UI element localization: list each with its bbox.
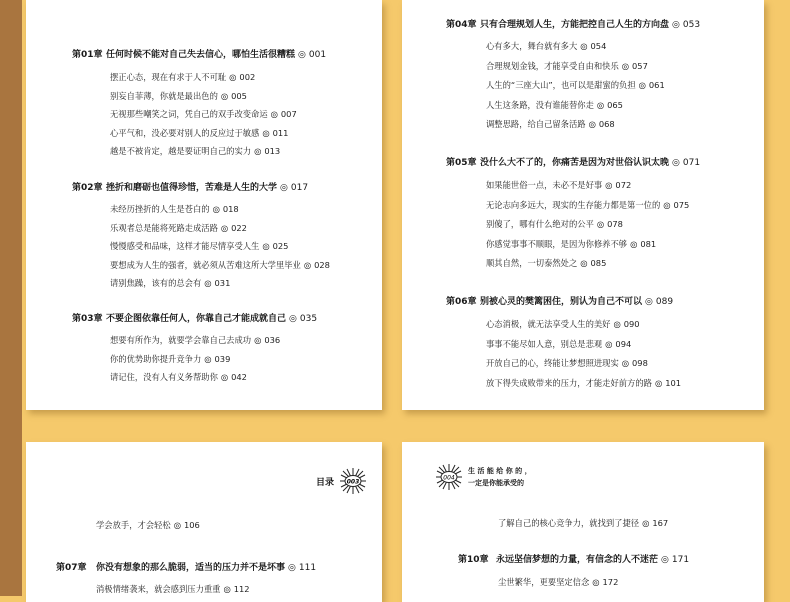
toc-entry[interactable] bbox=[110, 203, 239, 215]
toc-header-label: 目录 bbox=[315, 477, 334, 488]
toc-entry[interactable] bbox=[110, 277, 230, 289]
toc-entry[interactable] bbox=[486, 218, 623, 230]
circle-bullet-icon: ◎ bbox=[254, 146, 262, 156]
circle-bullet-icon: ◎ bbox=[621, 358, 630, 368]
toc-entry-page: 172 bbox=[602, 577, 619, 587]
circle-bullet-icon: ◎ bbox=[220, 372, 229, 382]
toc-entry-title: 别傻了，哪有什么绝对的公平 bbox=[486, 219, 594, 229]
toc-entry-page: 075 bbox=[673, 199, 690, 210]
toc-entry-title: 合理规划金钱，才能享受自由和快乐 bbox=[486, 60, 619, 71]
toc-entry[interactable] bbox=[110, 353, 230, 365]
toc-entry-page: 007 bbox=[280, 109, 297, 119]
toc-entry-page: 005 bbox=[231, 90, 247, 101]
toc-entry-title: 乐观者总是能将死路走成活路 bbox=[110, 222, 218, 233]
toc-entry[interactable] bbox=[96, 519, 200, 531]
toc-entry[interactable] bbox=[110, 71, 255, 83]
chapter-07-heading[interactable]: 第07章 你没有想象的那么脆弱，适当的压力并不是坏事 ◎ 111 bbox=[56, 563, 317, 573]
toc-entry-page: 094 bbox=[615, 338, 632, 349]
toc-entry-title: 如果能世俗一点，未必不是好事 bbox=[486, 180, 603, 190]
toc-entry[interactable] bbox=[486, 338, 631, 350]
toc-entry-title: 越是不被肯定，越是要证明自己的实力 bbox=[110, 146, 252, 156]
toc-entry-page: 061 bbox=[648, 80, 665, 90]
toc-entry-page: 072 bbox=[615, 180, 632, 190]
toc-entry-page: 081 bbox=[640, 238, 657, 249]
toc-entry[interactable] bbox=[486, 40, 606, 52]
toc-entry-page: 022 bbox=[231, 222, 247, 233]
toc-entry-title: 无视那些嘲笑之词，凭自己的双手改变命运 bbox=[110, 109, 268, 119]
toc-entry-page: 028 bbox=[314, 259, 330, 270]
chapter-06-heading[interactable]: 第06章 别被心灵的樊篱困住，别认为自己不可以 ◎ 089 bbox=[446, 297, 674, 307]
toc-entry-page: 036 bbox=[264, 335, 281, 345]
toc-entry-title: 未经历挫折的人生是苍白的 bbox=[110, 204, 210, 214]
toc-entry-title: 学会放手，才会轻松 bbox=[96, 520, 171, 530]
circle-bullet-icon: ◎ bbox=[605, 338, 613, 349]
toc-entry[interactable] bbox=[486, 118, 615, 130]
toc-entry-title: 尘世繁华，更要坚定信念 bbox=[498, 577, 590, 587]
circle-bullet-icon: ◎ bbox=[630, 238, 638, 249]
circle-bullet-icon: ◎ bbox=[270, 109, 278, 119]
circle-bullet-icon: ◎ bbox=[588, 119, 596, 129]
toc-entry-page: 167 bbox=[652, 518, 669, 528]
toc-entry-page: 112 bbox=[233, 584, 250, 594]
toc-entry-page: 011 bbox=[272, 127, 289, 138]
book-tagline: 生 活 能 给 你 的 ， 一定是你能承受的 bbox=[468, 467, 532, 487]
circle-bullet-icon: ◎ bbox=[204, 353, 212, 364]
toc-entry-title: 事事不能尽如人意，别总是悲观 bbox=[486, 338, 603, 349]
toc-entry-page: 042 bbox=[231, 372, 247, 382]
toc-entry-title: 心平气和，没必要对别人的反应过于敏感 bbox=[110, 127, 260, 138]
circle-bullet-icon: ◎ bbox=[580, 258, 588, 268]
toc-entry[interactable] bbox=[498, 576, 618, 588]
toc-entry-page: 101 bbox=[665, 377, 682, 388]
toc-entry-title: 请别焦躁，该有的总会有 bbox=[110, 278, 202, 288]
toc-page-bottom-right bbox=[402, 442, 764, 602]
toc-entry[interactable] bbox=[486, 60, 648, 72]
toc-entry-page: 065 bbox=[607, 99, 623, 110]
toc-entry[interactable] bbox=[486, 99, 623, 111]
toc-entry-title: 消极情绪袭来，就会感到压力重重 bbox=[96, 584, 221, 594]
circle-bullet-icon: ◎ bbox=[220, 222, 229, 233]
sun-badge-icon bbox=[436, 464, 462, 490]
circle-bullet-icon: ◎ bbox=[663, 199, 671, 210]
toc-entry-page: 013 bbox=[264, 146, 281, 156]
sun-badge-icon bbox=[340, 468, 366, 494]
circle-bullet-icon: ◎ bbox=[621, 60, 630, 71]
toc-entry-title: 你感觉事事不顺眼，是因为你修养不够 bbox=[486, 238, 628, 249]
circle-bullet-icon: ◎ bbox=[303, 259, 312, 270]
toc-entry-page: 025 bbox=[272, 241, 289, 251]
toc-entry-page: 002 bbox=[239, 72, 256, 82]
toc-entry-title: 顺其自然，一切泰然处之 bbox=[486, 258, 578, 268]
circle-bullet-icon: ◎ bbox=[596, 219, 605, 229]
circle-bullet-icon: ◎ bbox=[580, 41, 588, 51]
chapter-03-heading[interactable]: 第03章 不要企图依靠任何人，你靠自己才能成就自己 ◎ 035 bbox=[72, 314, 318, 324]
toc-entry[interactable] bbox=[486, 377, 681, 389]
toc-entry-title: 摆正心态，现在有求于人不可耻 bbox=[110, 72, 227, 82]
toc-entry[interactable] bbox=[486, 357, 648, 369]
running-header bbox=[316, 468, 366, 494]
left-brown-strip bbox=[0, 0, 22, 596]
chapter-04-heading[interactable]: 第04章 只有合理规划人生，方能把控自己人生的方向盘 ◎ 053 bbox=[446, 20, 701, 30]
toc-entry-page: 018 bbox=[222, 204, 239, 214]
toc-entry-page: 078 bbox=[607, 219, 623, 229]
circle-bullet-icon: ◎ bbox=[596, 99, 605, 110]
toc-entry-title: 放下得失成败带来的压力，才能走好前方的路 bbox=[486, 377, 652, 388]
chapter-10-heading[interactable]: 第10章 永远坚信梦想的力量，有信念的人不迷茫 ◎ 171 bbox=[458, 555, 690, 565]
toc-entry-page: 068 bbox=[598, 119, 615, 129]
toc-entry-title: 无论志向多远大，现实的生存能力都是第一位的 bbox=[486, 199, 661, 210]
toc-entry[interactable] bbox=[486, 257, 606, 269]
toc-entry-page: 090 bbox=[623, 319, 640, 329]
toc-entry[interactable] bbox=[486, 179, 631, 191]
toc-entry[interactable] bbox=[110, 371, 247, 383]
toc-entry-title: 人生的“三座大山”，也可以是甜蜜的负担 bbox=[486, 80, 636, 90]
toc-entry[interactable] bbox=[110, 259, 330, 271]
toc-entry-title: 要想成为人生的强者，就必须从苦难这所大学里毕业 bbox=[110, 259, 301, 270]
circle-bullet-icon: ◎ bbox=[220, 90, 229, 101]
toc-entry-title: 想要有所作为，就要学会靠自己去成功 bbox=[110, 335, 252, 345]
toc-entry[interactable] bbox=[110, 334, 280, 346]
toc-entry[interactable] bbox=[486, 199, 689, 211]
toc-entry-title: 请记住，没有人有义务帮助你 bbox=[110, 372, 218, 382]
toc-page-bottom-left bbox=[26, 442, 382, 602]
toc-entry[interactable] bbox=[96, 583, 250, 595]
toc-entry-page: 031 bbox=[214, 278, 231, 288]
toc-entry-page: 039 bbox=[214, 353, 231, 364]
toc-entry-title: 慢慢感受和品味，这样才能尽情享受人生 bbox=[110, 241, 260, 251]
toc-entry[interactable] bbox=[110, 90, 247, 102]
toc-entry-title: 别妄自菲薄，你就是最出色的 bbox=[110, 90, 218, 101]
circle-bullet-icon: ◎ bbox=[212, 204, 220, 214]
circle-bullet-icon: ◎ bbox=[262, 241, 270, 251]
toc-entry-page: 098 bbox=[632, 358, 648, 368]
circle-bullet-icon: ◎ bbox=[642, 518, 650, 528]
toc-entry-title: 了解自己的核心竞争力，就找到了捷径 bbox=[498, 518, 640, 528]
toc-entry-title: 心有多大，舞台就有多大 bbox=[486, 41, 578, 51]
circle-bullet-icon: ◎ bbox=[592, 577, 600, 587]
toc-page-top-left bbox=[26, 0, 382, 410]
circle-bullet-icon: ◎ bbox=[262, 127, 270, 138]
toc-entry-page: 085 bbox=[590, 258, 607, 268]
toc-entry-page: 054 bbox=[590, 41, 607, 51]
circle-bullet-icon: ◎ bbox=[613, 319, 621, 329]
circle-bullet-icon: ◎ bbox=[204, 278, 212, 288]
chapter-05-heading[interactable]: 第05章 没什么大不了的，你痛苦是因为对世俗认识太晚 ◎ 071 bbox=[446, 158, 701, 168]
toc-entry-title: 人生这条路，没有谁能替你走 bbox=[486, 99, 594, 110]
toc-entry-page: 106 bbox=[183, 520, 200, 530]
toc-entry[interactable] bbox=[498, 517, 668, 529]
chapter-01-heading[interactable]: 第01章 任何时候不能对自己失去信心，哪怕生活很糟糕 ◎ 001 bbox=[72, 50, 327, 60]
toc-entry[interactable] bbox=[110, 127, 288, 139]
circle-bullet-icon: ◎ bbox=[638, 80, 646, 90]
toc-entry[interactable] bbox=[110, 108, 297, 120]
circle-bullet-icon: ◎ bbox=[254, 335, 262, 345]
toc-entry[interactable] bbox=[110, 222, 247, 234]
toc-entry[interactable] bbox=[486, 318, 640, 330]
toc-entry-title: 开放自己的心，终能让梦想照进现实 bbox=[486, 358, 619, 368]
toc-entry-title: 你的优势助你提升竞争力 bbox=[110, 353, 202, 364]
circle-bullet-icon: ◎ bbox=[605, 180, 613, 190]
toc-entry[interactable] bbox=[486, 79, 665, 91]
toc-entry[interactable] bbox=[486, 238, 656, 250]
toc-entry-title: 调整思路，给自己留条活路 bbox=[486, 119, 586, 129]
circle-bullet-icon: ◎ bbox=[229, 72, 237, 82]
running-header bbox=[436, 464, 532, 490]
chapter-02-heading[interactable]: 第02章 挫折和磨砺也值得珍惜，苦难是人生的大学 ◎ 017 bbox=[72, 183, 309, 193]
toc-entry[interactable] bbox=[110, 145, 280, 157]
page-number-badge: 003 bbox=[346, 478, 360, 486]
toc-entry-title: 心态消极，就无法享受人生的美好 bbox=[486, 319, 611, 329]
toc-entry[interactable] bbox=[110, 240, 288, 252]
circle-bullet-icon: ◎ bbox=[654, 377, 663, 388]
toc-entry-page: 057 bbox=[632, 60, 648, 71]
circle-bullet-icon: ◎ bbox=[223, 584, 231, 594]
toc-page-top-right bbox=[402, 0, 764, 410]
circle-bullet-icon: ◎ bbox=[173, 520, 181, 530]
page-number-badge: 004 bbox=[443, 474, 455, 482]
